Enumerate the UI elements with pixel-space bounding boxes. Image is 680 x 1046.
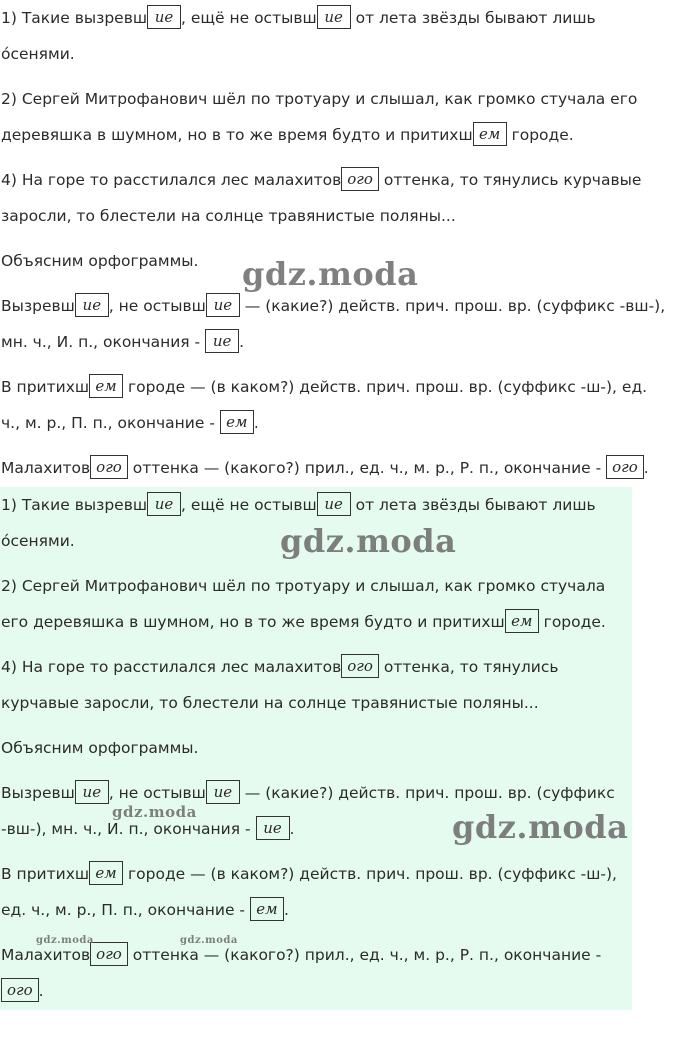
sentence-4: 4) На горе то расстилался лес малахитов ого оттенка, то тянулись курчавые заросли, то блестели на солнце травянистые поляны... (0, 162, 680, 234)
ending-box: ие (205, 329, 239, 353)
explanation-2: В притихш ем городе — (в каком?) действ. прич. прош. вр. (суффикс -ш-), ед. ч., м. р., П. п., окончание - ем . (0, 856, 632, 928)
ending-box: ого (341, 167, 379, 191)
explanation-2: В притихш ем городе — (в каком?) действ. прич. прош. вр. (суффикс -ш-), ед. ч., м. р., П. п., окончание - ем . (0, 369, 680, 441)
ending-box: ие (206, 780, 240, 804)
watermark-logo: gdz.moda (280, 522, 457, 560)
sentence-1: 1) Такие вызревш ие , ещё не остывш ие от лета звёзды бывают лишь о́сенями. (0, 487, 632, 559)
ending-box: ем (505, 609, 539, 633)
watermark-logo: gdz.moda (452, 808, 629, 846)
ending-box: ем (250, 897, 284, 921)
ending-box: ем (89, 861, 123, 885)
ending-box: ого (341, 654, 379, 678)
explanation-1: Вызревш ие , не остывш ие — (какие?) действ. прич. прош. вр. (суффикс -вш-), мн. ч., И. п., окончания - ие . (0, 775, 632, 847)
explanation-3: Малахитов ого оттенка — (какого?) прил., ед. ч., м. р., Р. п., окончание - ого . (0, 937, 632, 1009)
ending-box: ого (606, 455, 644, 479)
ending-box: ие (317, 492, 351, 516)
sentence-2: 2) Сергей Митрофанович шёл по тротуару и слышал, как громко стучала его деревяшка в шумном, но в то же время будто и притихш ем городе. (1, 577, 606, 631)
ending-box: ие (147, 5, 181, 29)
ending-box: ого (90, 455, 128, 479)
ending-box: ие (147, 492, 181, 516)
watermark-logo: gdz.moda (112, 803, 197, 821)
explanation-heading: Объясним орфограммы. (1, 739, 199, 757)
watermark-logo: gdz.moda (180, 935, 238, 946)
ending-box: ие (75, 780, 109, 804)
answer-block-plain (0, 0, 680, 486)
ending-box: ие (75, 293, 109, 317)
ending-box: ого (90, 942, 128, 966)
sentence-1: 1) Такие вызревш ие , ещё не остывш ие от лета звёзды бывают лишь о́сенями. (0, 0, 680, 72)
sentence-2: 2) Сергей Митрофанович шёл по тротуару и слышал, как громко стучала его деревяшка в шумном, но в то же время будто и притихш ем городе. (1, 90, 638, 144)
ending-box: ем (89, 374, 123, 398)
ending-box: ем (220, 410, 254, 434)
watermark-logo: gdz.moda (242, 255, 419, 293)
explanation-1: Вызревш ие , не остывш ие — (какие?) действ. прич. прош. вр. (суффикс -вш-), мн. ч., И. п., окончания - ие . (0, 288, 680, 360)
answer-block-highlighted (0, 487, 632, 1010)
explanation-3: Малахитов ого оттенка — (какого?) прил., ед. ч., м. р., Р. п., окончание - ого . (0, 450, 680, 486)
explanation-heading: Объясним орфограммы. (1, 252, 199, 270)
ending-box: ого (1, 978, 39, 1002)
ending-box: ие (317, 5, 351, 29)
ending-box: ие (206, 293, 240, 317)
watermark-logo: gdz.moda (36, 935, 94, 946)
sentence-4: 4) На горе то расстилался лес малахитов ого оттенка, то тянулись курчавые заросли, то блестели на солнце травянистые поляны... (0, 649, 632, 721)
ending-box: ем (473, 122, 507, 146)
ending-box: ие (256, 816, 290, 840)
